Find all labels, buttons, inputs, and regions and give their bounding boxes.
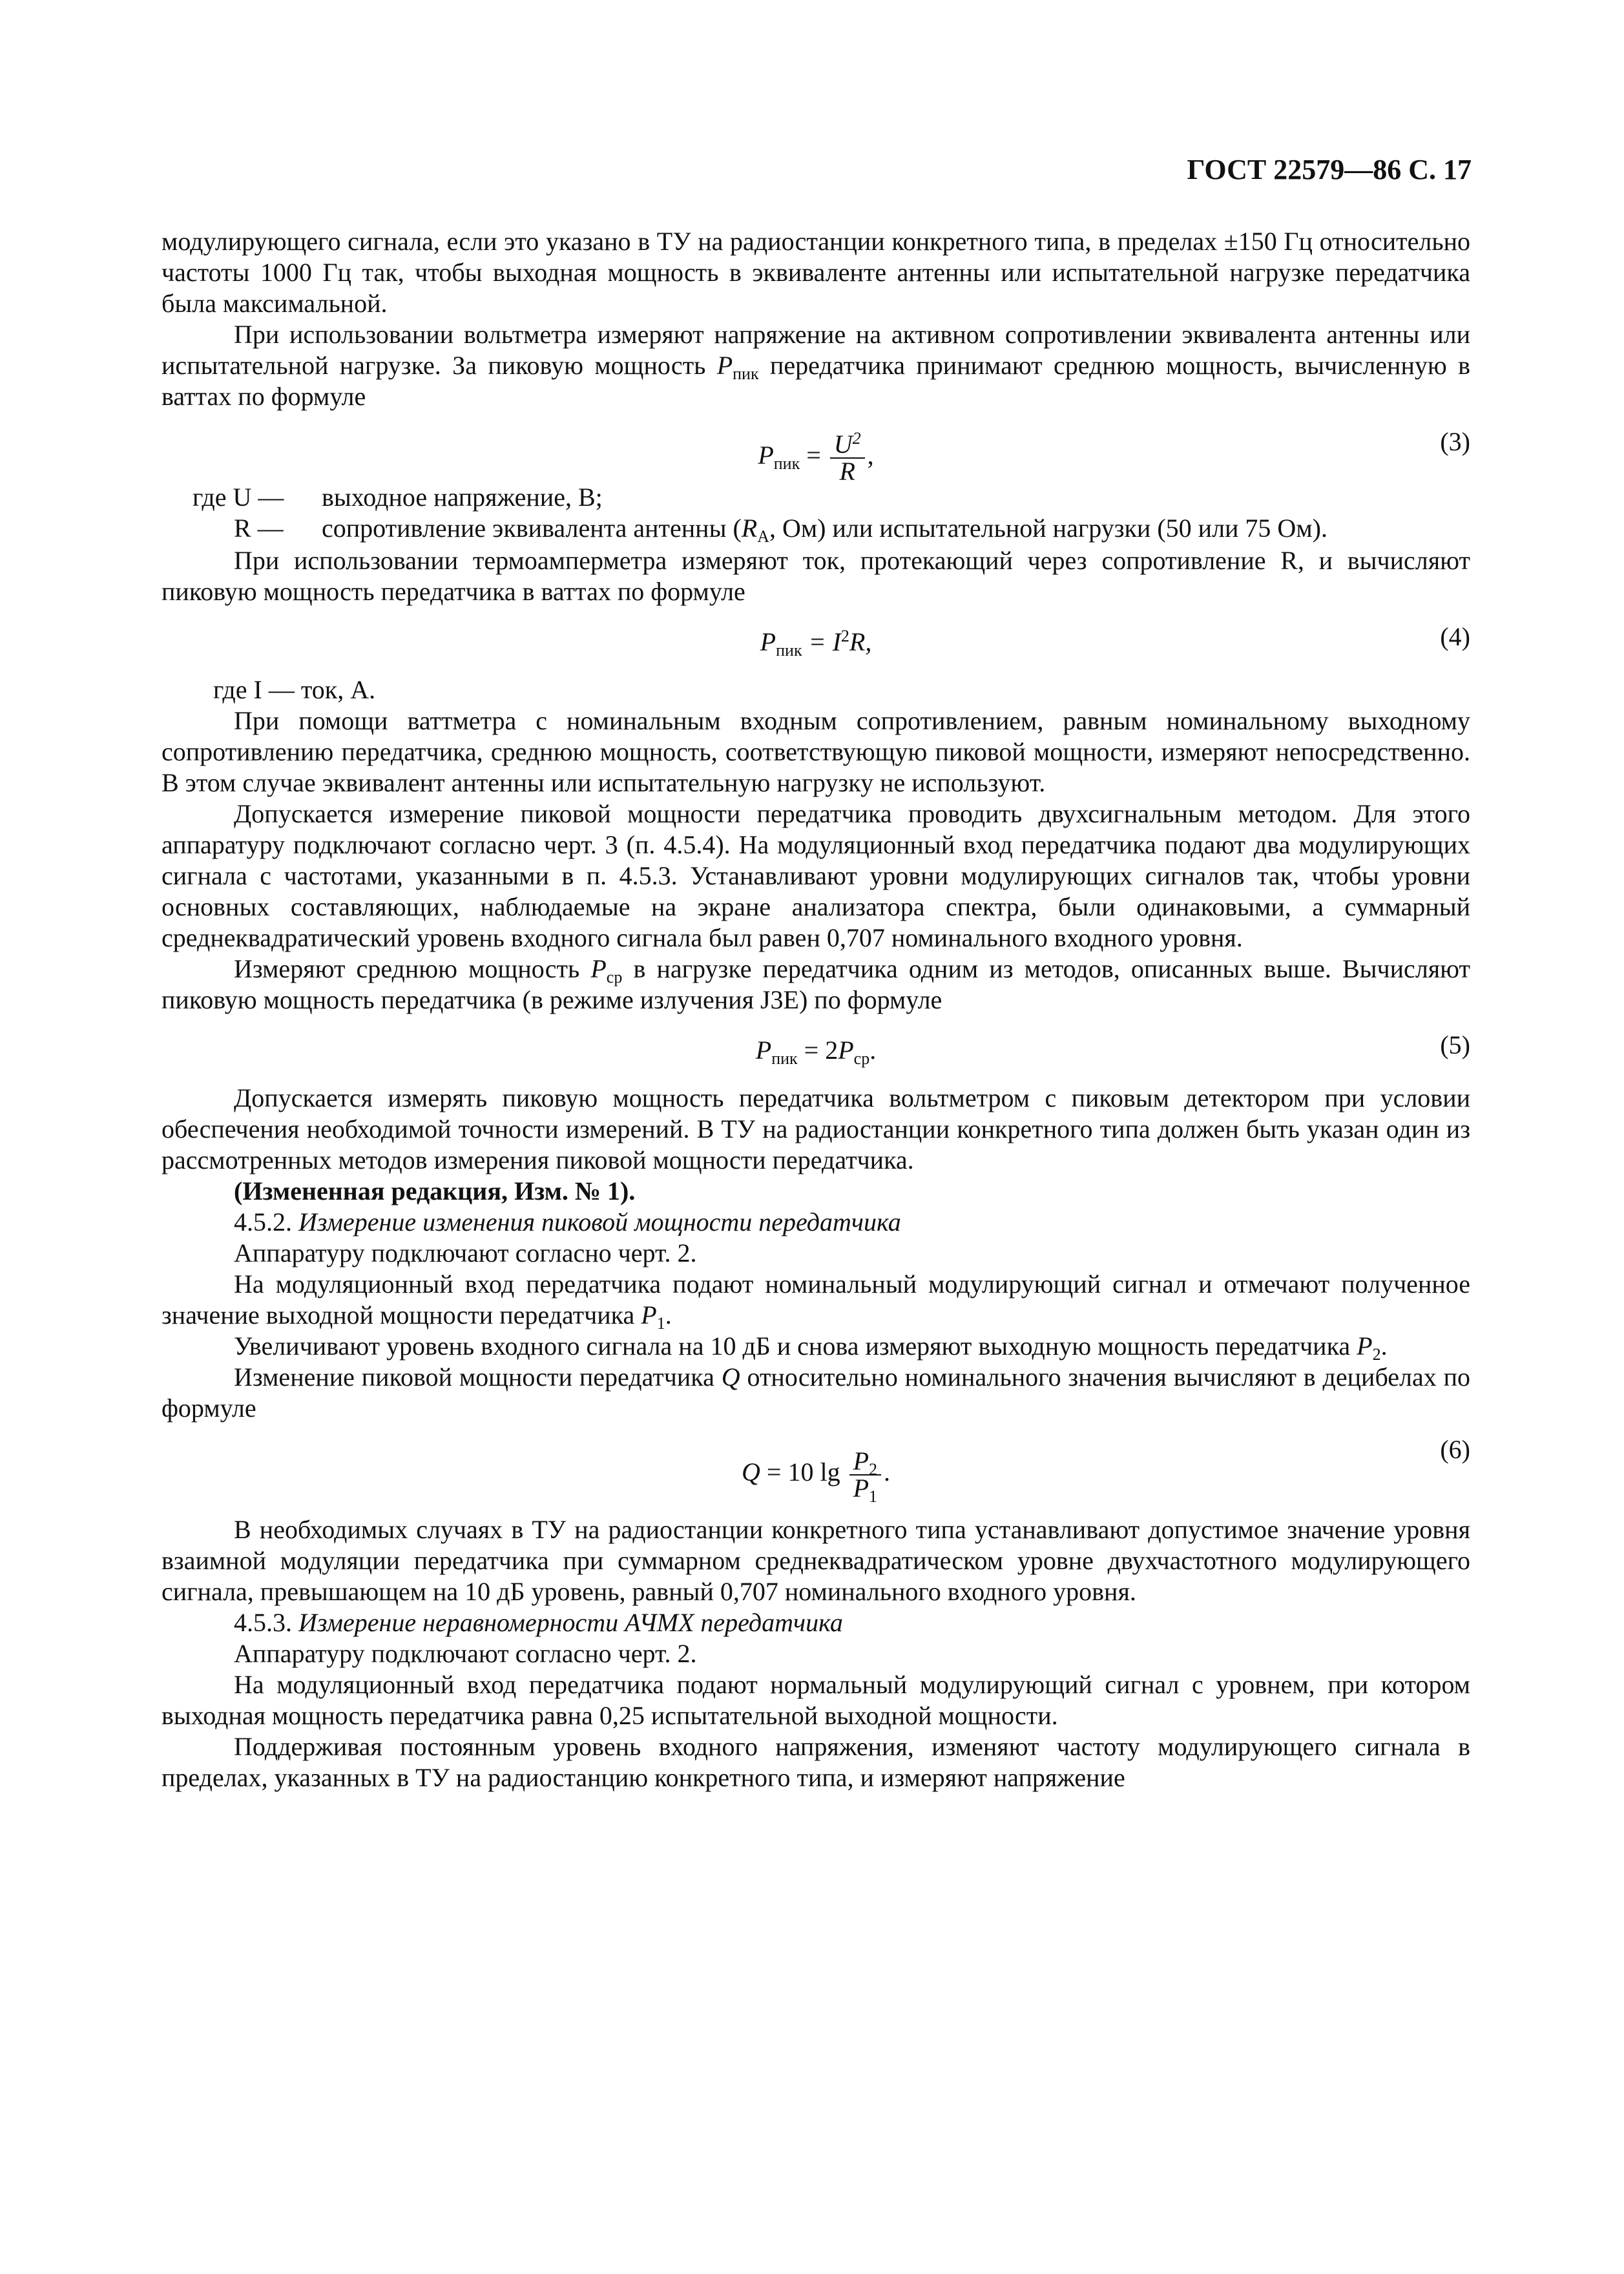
paragraph: модулирующего сигнала, если это указано в ТУ на радиостанции конкретного типа, в пределах ±150 Гц относительно частоты 1000 Гц так, чтобы выходная мощность в эквиваленте антенны или испытательной нагрузке передатчика была максимальной. (161, 227, 1470, 318)
page-header: ГОСТ 22579—86 С. 17 (1187, 154, 1472, 185)
paragraph: В необходимых случаях в ТУ на радиостанции конкретного типа устанавливают допустимое значение уровня взаимной модуляции передатчика при суммарном среднеквадратическом уровне двухчастотного модулирующего сигнала, превышающем на 10 дБ уровень, равный 0,707 номинального входного уровня. (161, 1515, 1470, 1606)
definition-row: R — сопротивление эквивалента антенны ($R_А$, Ом) или испытательной нагрузки (50 или 75 Ом). (234, 514, 1327, 546)
paragraph: На модуляционный вход передатчика подают нормальный модулирующий сигнал с уровнем, при котором выходная мощность передатчика равна 0,25 испытательной выходной мощности. (161, 1670, 1470, 1730)
paragraph: Допускается измерять пиковую мощность передатчика вольтметром с пиковым детектором при условии обеспечения необходимой точности измерений. В ТУ на радиостанции конкретного типа должен быть указан один из рассмотренных методов измерения пиковой мощности передатчика. (161, 1083, 1470, 1174)
formula-number: (3) (1440, 427, 1470, 456)
paragraph: Допускается измерение пиковой мощности передатчика проводить двухсигнальным методом. Для этого аппаратуру подключают согласно черт. 3 (п. 4.5.4). На модуляционный вход передатчика подают два модулирующих сигнала с частотами, указанными в п. 4.5.3. Устанавливают уровни модулирующих сигналов так, чтобы уровни основных составляющих, наблюдаемые на экране анализатора спектра, были одинаковыми, а суммарный среднеквадратический уровень входного сигнала был равен 0,707 номинального входного уровня. (161, 799, 1470, 952)
formula-6: Q = 10 lg $\frac{P_2}{P_1}$ . (6) (742, 1435, 1470, 1506)
paragraph: На модуляционный вход передатчика подают номинальный модулирующий сигнал и отмечают полученное значение выходной мощности передатчика $P_1$. (161, 1269, 1470, 1333)
formula-5: $P_{пик} = 2P_{ср}$. (5) (755, 1030, 1470, 1068)
formula-number: (4) (1440, 622, 1470, 651)
paragraph: При использовании вольтметра измеряют напряжение на активном сопротивлении эквивалента антенны или испытательной нагрузке. За пиковую мощность $P_{пик}$ передатчика принимают среднюю мощность, вычисленную в ваттах по формуле (161, 320, 1470, 411)
definition-row: где I — ток, А. (213, 675, 376, 704)
formula-number: (6) (1440, 1435, 1470, 1464)
section-heading: 4.5.3. Измерение неравномерности АЧМХ передатчика (234, 1608, 843, 1637)
formula-4: $P_{пик} = I^2R$, (4) (760, 622, 1470, 660)
formula-definitions (161, 482, 1470, 544)
formula-3: $P_{пик}$ = $\frac{U^2}{R}$ , (3) (758, 427, 1470, 486)
document-body (161, 226, 1470, 1793)
paragraph: Увеличивают уровень входного сигнала на 10 дБ и снова измеряют выходную мощность передатчика $P_2$. (234, 1331, 1388, 1364)
definition-row: где U — выходное напряжение, В; (193, 483, 603, 512)
paragraph: Аппаратуру подключают согласно черт. 2. (234, 1238, 697, 1267)
paragraph: Измеряют среднюю мощность $P_{ср}$ в нагрузке передатчика одним из методов, описанных выше. Вычисляют пиковую мощность передатчика (в режиме излучения J3E) по формуле (161, 954, 1471, 1014)
paragraph: Изменение пиковой мощности передатчика Q относительно номинального значения вычисляют в децибелах по формуле (161, 1362, 1470, 1423)
paragraph: При использовании термоамперметра измеряют ток, протекающий через сопротивление R, и вычисляют пиковую мощность передатчика в ваттах по формуле (161, 546, 1470, 606)
section-heading: 4.5.2. Измерение изменения пиковой мощности передатчика (234, 1207, 901, 1236)
paragraph: Аппаратуру подключают согласно черт. 2. (234, 1639, 697, 1668)
formula-number: (5) (1440, 1030, 1470, 1059)
paragraph: При помощи ваттметра с номинальным входным сопротивлением, равным номинальному выходному сопротивлению передатчика, среднюю мощность, соответствующую пиковой мощности, измеряют непосредственно. В этом случае эквивалент антенны или испытательную нагрузку не используют. (161, 706, 1470, 797)
paragraph: Поддерживая постоянным уровень входного напряжения, изменяют частоту модулирующего сигнала в пределах, указанных в ТУ на радиостанцию конкретного типа, и измеряют напряжение (161, 1732, 1470, 1792)
amendment-note: (Измененная редакция, Изм. № 1). (234, 1176, 636, 1205)
